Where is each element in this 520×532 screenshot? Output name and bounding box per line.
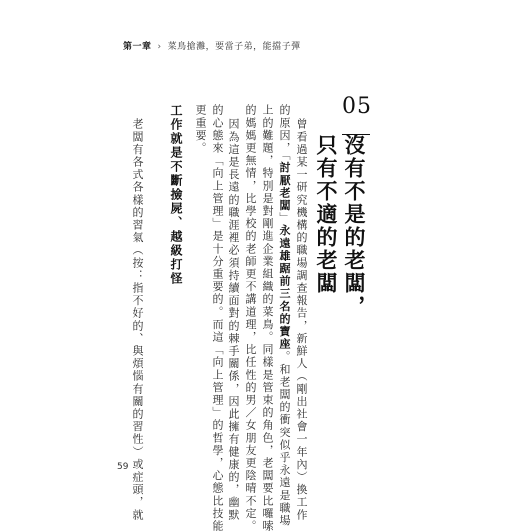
p1-line2-bold-2: 永遠雄踞前三名的寶座	[278, 224, 291, 351]
paragraph-1-line-3: 上的難題，特別是對剛進企業組織的菜鳥。同樣是管束的角色，老闆要比囉嗦	[261, 104, 274, 532]
p1-line2-mid: 」	[278, 211, 291, 225]
chevron-right-icon: ›	[157, 42, 162, 52]
section-number: 05	[342, 96, 370, 135]
paragraph-1-line-4: 的媽媽更無情，比學校的老師更不講道理，比任性的男／女朋友更陰晴不定。	[244, 104, 257, 532]
paragraph-1-line-2	[279, 104, 290, 527]
running-header	[123, 39, 301, 52]
paragraph-2-line-1: 因為這是長遠的職涯裡必須持續面對的棘手關係，因此擁有健康的，幽默	[227, 118, 240, 522]
paragraph-3-line-1: 老闆有各式各樣的習氣（按：指不好的、與煩惱有關的習性）或症頭，就	[131, 118, 144, 522]
p1-line2-end: 。和老闆的衝突似乎永遠是職場	[278, 350, 291, 527]
chapter-subtitle: 菜鳥搶灘，要當子弟，能擋子彈	[167, 42, 301, 52]
p1-line2-bold-1: 討厭老闆	[278, 161, 291, 212]
paragraph-1-line-1: 曾看過某一研究機構的職場調查報告，新鮮人（剛出社會一年內）換工作	[295, 118, 308, 522]
paragraph-2-line-2: 的心態來「向上管理」是十分重要的。而這「向上管理」的哲學，心態比技能	[211, 104, 224, 532]
paragraph-2-line-3: 更重要。	[194, 104, 207, 155]
section-title-line-1: 沒有不是的老闆，	[342, 134, 367, 318]
section-title-line-2: 只有不適的老闆	[314, 134, 339, 295]
subheading: 工作就是不斷撿屍、越級打怪	[169, 104, 183, 286]
p1-line2-start: 的原因，「	[278, 104, 291, 162]
chapter-label: 第一章	[123, 42, 152, 52]
page-number: 59	[117, 462, 129, 472]
